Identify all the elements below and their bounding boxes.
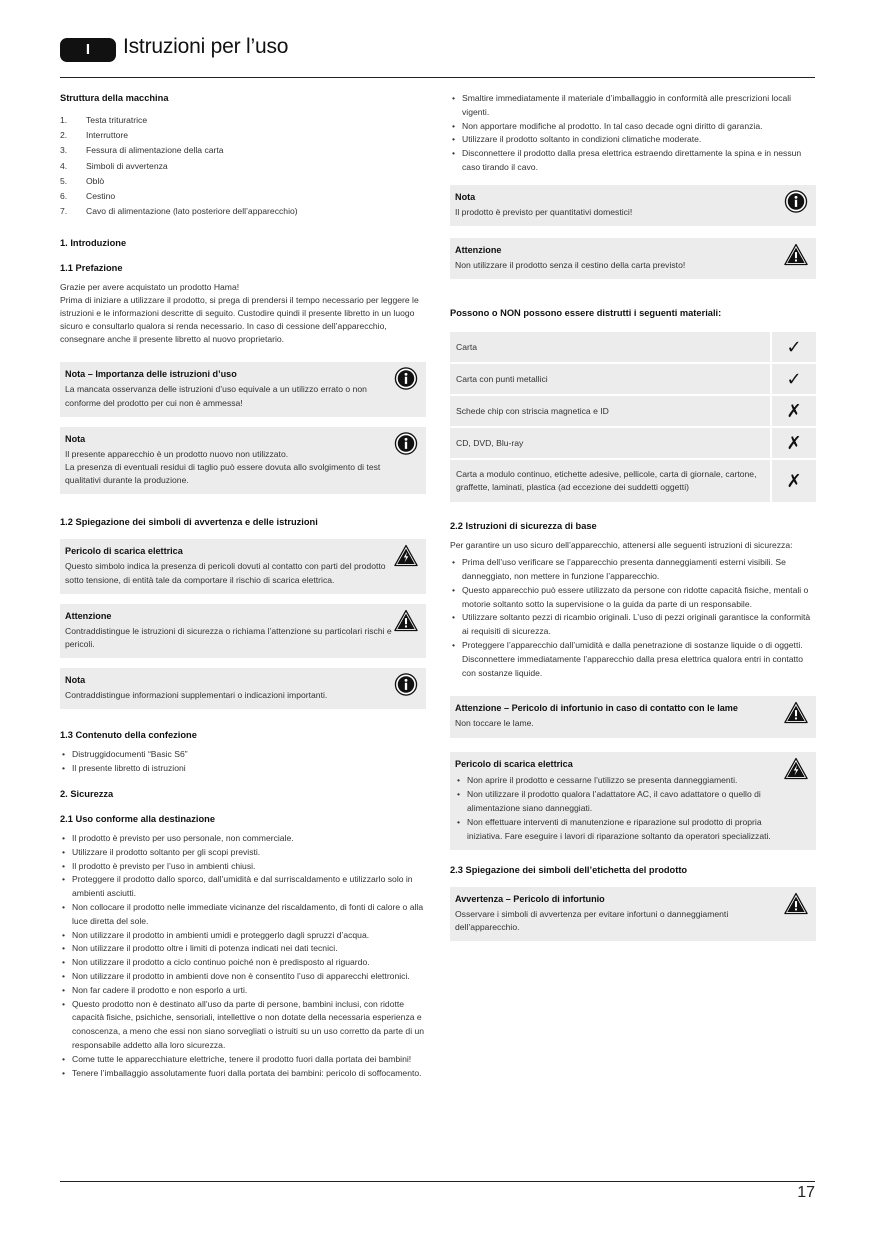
list-item: 2. Interruttore [60, 130, 129, 141]
electric-danger-title: Pericolo di scarica elettrica [65, 546, 183, 557]
list-item: • Non utilizzare il prodotto oltre i limiti di potenza indicati nei dati tecnici. [60, 942, 426, 956]
label-symbols-heading: 2.3 Spiegazione dei simboli dell’etichetta del prodotto [450, 864, 688, 875]
note-importance-box [60, 362, 426, 416]
material-label: Carta con punti metallici [450, 364, 772, 394]
table-row [450, 332, 816, 362]
disposal-list [450, 92, 816, 175]
injury-warning-title: Avvertenza – Pericolo di infortunio [455, 893, 605, 904]
injury-warning-box [450, 887, 816, 941]
info-icon [394, 673, 418, 696]
table-row [450, 396, 816, 426]
list-item: • Non effettuare interventi di manutenzione e riparazione sul prodotto di propria iniziativa. Fare eseguire i lavori di riparazione soltanto da operatori specializzati. [455, 815, 782, 843]
basic-safety-list [450, 556, 816, 680]
list-item: • Non apportare modifiche al prodotto. In tal caso decade ogni diritto di garanzia. [450, 120, 816, 134]
note-importance-title: Nota – Importanza delle istruzioni d’uso [65, 369, 237, 380]
list-item: 4. Simboli di avvertenza [60, 160, 168, 171]
note-text-2: La presenza di eventuali residui di taglio può essere dovuta allo svolgimento di test qualitativi durante la produzione. [65, 462, 381, 486]
structure-heading: Struttura della macchina [60, 93, 169, 103]
material-label: Carta [450, 332, 772, 362]
note-symbol-box [60, 668, 426, 709]
materials-heading: Possono o NON possono essere distrutti i seguenti materiali: [450, 308, 722, 319]
list-item: • Come tutte le apparecchiature elettriche, tenere il prodotto fuori dalla portata dei bambini! [60, 1053, 426, 1067]
table-row [450, 460, 816, 502]
list-item: 5. Oblò [60, 175, 105, 186]
attention-text: Contraddistingue le istruzioni di sicurezza o richiama l’attenzione su particolari rischi e pericoli. [65, 625, 392, 650]
list-item: • Proteggere l’apparecchio dall’umidità e dalla penetrazione di sostanze liquide o di oggetti. Disconnettere immediatamente l’apparecchio dalla presa elettrica qualora entri in contatto con sostanze liquide. [450, 639, 816, 680]
list-item: 3. Fessura di alimentazione della carta [60, 145, 224, 156]
cross-icon: ✗ [772, 428, 816, 458]
list-item: • Utilizzare il prodotto soltanto in condizioni climatiche moderate. [450, 133, 816, 147]
warning-icon [394, 609, 418, 632]
warning-icon [784, 243, 808, 266]
list-item: • Tenere l’imballaggio assolutamente fuori dalla portata dei bambini: pericolo di soffocamento. [60, 1067, 426, 1081]
blades-warning-title: Attenzione – Pericolo di infortunio in caso di contatto con le lame [455, 703, 738, 714]
attention-title: Attenzione [65, 610, 112, 621]
list-item: • Il prodotto è previsto per l’uso in ambienti chiusi. [60, 860, 426, 874]
table-row [450, 428, 816, 458]
right-column [450, 92, 816, 941]
note-symbol-text: Contraddistingue informazioni supplementari o indicazioni importanti. [65, 690, 328, 701]
list-item: • Non far cadere il prodotto e non esporlo a urti. [60, 984, 426, 998]
list-item: • Il presente libretto di istruzioni [60, 762, 426, 776]
electric-warning-icon [394, 544, 418, 567]
list-item: • Utilizzare soltanto pezzi di ricambio originali. L’uso di pezzi originali garantisce la conformità ai requisiti di sicurezza. [450, 611, 816, 639]
note-domestic-box [450, 185, 816, 226]
preface-text-1: Grazie per avere acquistato un prodotto Hama! [60, 282, 240, 293]
electric-warning-icon [784, 757, 808, 780]
package-list [60, 748, 426, 776]
note-domestic-text: Il prodotto è previsto per quantitativi domestici! [455, 206, 633, 217]
page-number: 17 [797, 1184, 815, 1201]
safety-heading: 2. Sicurezza [60, 789, 114, 800]
language-badge: I [60, 38, 116, 62]
list-item: • Disconnettere il prodotto dalla presa elettrica estraendo direttamente la spina e in nessun caso tirando il cavo. [450, 147, 816, 175]
attention-basket-title: Attenzione [455, 244, 502, 255]
intro-heading: 1. Introduzione [60, 238, 127, 249]
info-icon [784, 190, 808, 213]
list-item: • Il prodotto è previsto per uso personale, non commerciale. [60, 832, 426, 846]
page-title: Istruzioni per l’uso [123, 35, 289, 58]
note-title: Nota [65, 433, 86, 444]
note-text-1: Il presente apparecchio è un prodotto nuovo non utilizzato. [65, 448, 289, 459]
note-importance-text: La mancata osservanza delle istruzioni d’uso equivale a un utilizzo errato o non conforme del prodotto per cui non è ammessa! [65, 384, 367, 408]
attention-basket-text: Non utilizzare il prodotto senza il cestino della carta previsto! [455, 259, 686, 270]
preface-text-2: Prima di iniziare a utilizzare il prodotto, si prega di prendersi il tempo necessario per leggere le istruzioni e le informazioni descritte di seguito. Custodire quindi il presente libretto in un luogo sicuro e consultarlo qualora si renda necessario. In caso di cessione dell’apparecchio, consegnare anche il presente libretto al nuovo proprietario. [60, 295, 419, 345]
blades-warning-text: Non toccare le lame. [455, 718, 534, 729]
basic-safety-heading: 2.2 Istruzioni di sicurezza di base [450, 521, 597, 532]
list-item: 6. Cestino [60, 191, 116, 202]
structure-list [60, 113, 426, 219]
cross-icon: ✗ [772, 460, 816, 502]
attention-box [60, 604, 426, 658]
list-item: • Non utilizzare il prodotto in ambienti umidi e proteggerlo dagli spruzzi d’acqua. [60, 929, 426, 943]
intended-use-heading: 2.1 Uso conforme alla destinazione [60, 814, 215, 825]
info-icon [394, 367, 418, 390]
list-item: 1. Testa trituratrice [60, 115, 148, 125]
basic-safety-intro: Per garantire un uso sicuro dell’apparecchio, attenersi alle seguenti istruzioni di sicurezza: [450, 540, 793, 551]
list-item: • Distruggidocumenti “Basic S6” [60, 748, 426, 762]
injury-warning-text: Osservare i simboli di avvertenza per evitare infortuni o danneggiamenti dell’apparecchio. [455, 908, 729, 932]
note-new-product-box [60, 427, 426, 495]
list-item: • Non collocare il prodotto nelle immediate vicinanze del riscaldamento, di fonti di calore o alla luce diretta del sole. [60, 901, 426, 929]
left-column [60, 92, 426, 1080]
footer-divider [60, 1181, 815, 1182]
electric-danger-list [455, 773, 782, 843]
info-icon [394, 432, 418, 455]
package-heading: 1.3 Contenuto della confezione [60, 730, 197, 741]
electric-danger-text: Questo simbolo indica la presenza di pericoli dovuti al contatto con parti del prodotto sotto tensione, di entità tale da comportare il rischio di scarica elettrica. [65, 561, 386, 585]
note-symbol-title: Nota [65, 675, 86, 686]
electric-danger-box-2 [450, 752, 816, 850]
list-item: • Questo prodotto non è destinato all’uso da parte di persone, bambini inclusi, con ridotte capacità fisiche, psichiche, sensoriali, intellettive o non dotate della necessaria esperienza e conoscenza, a meno che essi non siano sorvegliati o istruiti su un uso corretto da parte di un responsabile addetto alla loro sicurezza. [60, 998, 426, 1053]
list-item: • Prima dell’uso verificare se l’apparecchio presenta danneggiamenti esterni visibili. Se danneggiato, non mettere in funzione l’apparecchio. [450, 556, 816, 584]
page-header [60, 36, 815, 78]
material-label: CD, DVD, Blu-ray [450, 428, 772, 458]
warning-icon [784, 892, 808, 915]
material-label: Carta a modulo continuo, etichette adesive, pellicole, carta di giornale, cartone, graffette, laminati, plastica (ad eccezione dei suddetti oggetti) [450, 460, 772, 502]
preface-heading: 1.1 Prefazione [60, 263, 123, 274]
list-item: • Non utilizzare il prodotto a ciclo continuo poiché non è predisposto al riguardo. [60, 956, 426, 970]
check-icon: ✓ [772, 332, 816, 362]
list-item: • Non utilizzare il prodotto qualora l’adattatore AC, il cavo adattatore o quello di alimentazione siano danneggiati. [455, 787, 782, 815]
intended-use-list [60, 832, 426, 1080]
materials-table [450, 330, 816, 504]
symbols-heading: 1.2 Spiegazione dei simboli di avvertenza e delle istruzioni [60, 517, 318, 528]
material-label: Schede chip con striscia magnetica e ID [450, 396, 772, 426]
note-domestic-title: Nota [455, 191, 476, 202]
warning-icon [784, 701, 808, 724]
blades-warning-box [450, 696, 816, 737]
list-item: • Non aprire il prodotto e cessarne l’utilizzo se presenta danneggiamenti. [455, 773, 782, 787]
list-item: • Utilizzare il prodotto soltanto per gli scopi previsti. [60, 846, 426, 860]
check-icon: ✓ [772, 364, 816, 394]
cross-icon: ✗ [772, 396, 816, 426]
list-item: 7. Cavo di alimentazione (lato posteriore dell’apparecchio) [60, 206, 298, 217]
list-item: • Questo apparecchio può essere utilizzato da persone con ridotte capacità fisiche, mentali o motorie soltanto sotto la supervisione o la guida da parte di un responsabile. [450, 584, 816, 612]
list-item: • Proteggere il prodotto dallo sporco, dall’umidità e dal surriscaldamento e utilizzarlo solo in ambienti asciutti. [60, 873, 426, 901]
table-row [450, 364, 816, 394]
list-item: • Smaltire immediatamente il materiale d’imballaggio in conformità alle prescrizioni locali vigenti. [450, 92, 816, 120]
list-item: • Non utilizzare il prodotto in ambienti dove non è consentito l’uso di apparecchi elettronici. [60, 970, 426, 984]
electric-danger-box [60, 539, 426, 593]
attention-basket-box [450, 238, 816, 279]
electric-danger-title: Pericolo di scarica elettrica [455, 758, 573, 769]
